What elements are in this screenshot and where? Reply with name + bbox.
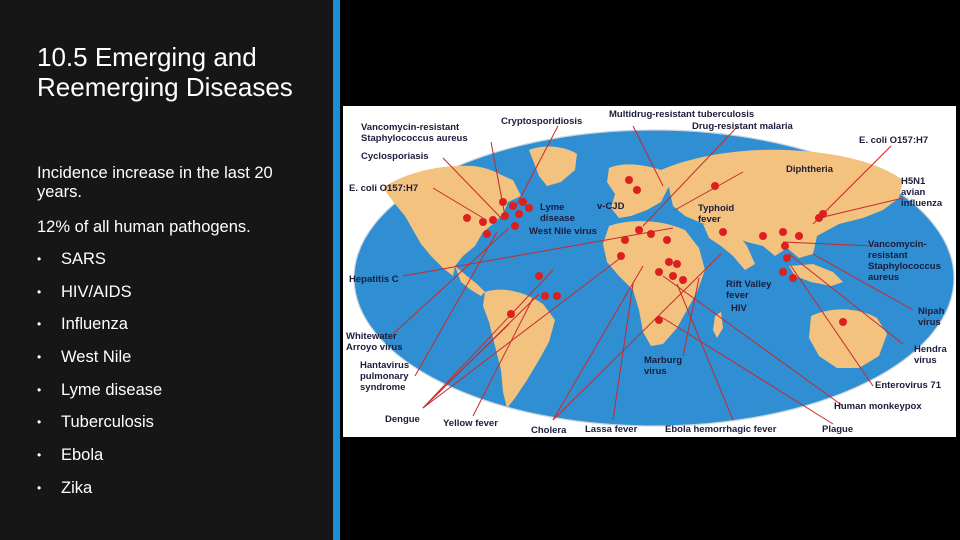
map-svg (343, 106, 956, 437)
bullet-text: Zika (61, 478, 93, 497)
bullet-text: West Nile (61, 348, 132, 367)
bullet-dot: • (37, 448, 42, 463)
label-rift-1: Rift Valley (726, 279, 772, 290)
label-whitewater-2: Arroyo virus (346, 342, 403, 353)
bullet-item (37, 445, 162, 478)
label-h5n1-1: H5N1 (901, 176, 926, 187)
label-hanta-1: Hantavirus (360, 360, 410, 371)
label-vcjd: v-CJD (597, 201, 625, 212)
bullet-dot: • (37, 480, 42, 495)
slide-title: 10.5 Emerging and Reemerging Diseases (37, 42, 293, 102)
bullet-item (37, 412, 162, 445)
label-monkeypox: Human monkeypox (834, 401, 922, 412)
label-marburg-2: virus (644, 366, 667, 377)
label-hanta-2: pulmonary (360, 371, 409, 382)
bullet-text: Influenza (61, 315, 128, 334)
label-vanco-right-2: resistant (868, 250, 908, 261)
bullet-dot: • (37, 252, 42, 266)
label-hiv: HIV (731, 303, 747, 314)
bullet-item (37, 347, 162, 380)
label-dengue: Dengue (385, 414, 420, 425)
label-vanco-left-1: Vancomycin-resistant (361, 122, 460, 133)
bullet-dot: • (37, 382, 42, 397)
label-nipah-1: Nipah (918, 306, 945, 317)
label-hendra-1: Hendra (914, 344, 947, 355)
bullet-dot: • (37, 317, 42, 332)
bullet-item (37, 249, 162, 282)
label-vanco-right-4: aureus (868, 272, 900, 283)
label-ecoli-left: E. coli O157:H7 (349, 183, 419, 194)
accent-bar (333, 0, 340, 540)
label-marburg-1: Marburg (644, 355, 682, 366)
label-cholera: Cholera (531, 425, 567, 436)
label-rift-2: fever (726, 290, 749, 301)
label-whitewater-1: Whitewater (346, 331, 397, 342)
bullet-item (37, 380, 162, 413)
label-typhoid-1: Typhoid (698, 203, 735, 214)
bullet-text: Lyme disease (61, 380, 163, 399)
bullet-dot: • (37, 350, 42, 365)
label-drug-malaria: Drug-resistant malaria (692, 121, 793, 132)
label-vanco-right-1: Vancomycin- (868, 239, 927, 250)
label-yellow-fever: Yellow fever (443, 418, 498, 429)
label-lassa: Lassa fever (585, 424, 638, 435)
label-plague: Plague (822, 424, 854, 435)
label-vanco-left-2: Staphylococcus aureus (361, 133, 468, 144)
label-typhoid-2: fever (698, 214, 721, 225)
label-lyme-2: disease (540, 213, 575, 224)
label-enterovirus: Enterovirus 71 (875, 380, 941, 391)
bullet-dot: • (37, 284, 42, 299)
label-ecoli-right: E. coli O157:H7 (859, 135, 929, 146)
bullet-text: Ebola (61, 446, 104, 465)
label-mdr-tb: Multidrug-resistant tuberculosis (609, 109, 755, 120)
label-h5n1-2: avian (901, 187, 926, 198)
bullet-text: Tuberculosis (61, 413, 154, 432)
bullet-item (37, 478, 162, 511)
bullet-item (37, 282, 162, 315)
label-hanta-3: syndrome (360, 382, 406, 393)
bullet-text: SARS (61, 250, 106, 268)
label-ebola-hf: Ebola hemorrhagic fever (665, 424, 777, 435)
label-diphtheria: Diphtheria (786, 164, 833, 175)
label-cyclosporiasis: Cyclosporiasis (361, 151, 429, 162)
intro-incidence: Incidence increase in the last 20 years. (37, 164, 273, 201)
intro-pathogens: 12% of all human pathogens. (37, 218, 251, 236)
disease-bullet-list (37, 249, 162, 511)
label-vanco-right-3: Staphylococcus (868, 261, 941, 272)
bullet-text: HIV/AIDS (61, 282, 132, 301)
bullet-dot: • (37, 415, 42, 430)
disease-world-map (343, 106, 956, 437)
label-west-nile: West Nile virus (529, 226, 597, 237)
bullet-item (37, 314, 162, 347)
label-h5n1-3: influenza (901, 198, 943, 209)
label-cryptosporidiosis: Cryptosporidiosis (501, 116, 583, 127)
label-nipah-2: virus (918, 317, 941, 328)
label-hepatitis-c: Hepatitis C (349, 274, 399, 285)
label-hendra-2: virus (914, 355, 937, 366)
label-lyme-1: Lyme (540, 202, 565, 213)
